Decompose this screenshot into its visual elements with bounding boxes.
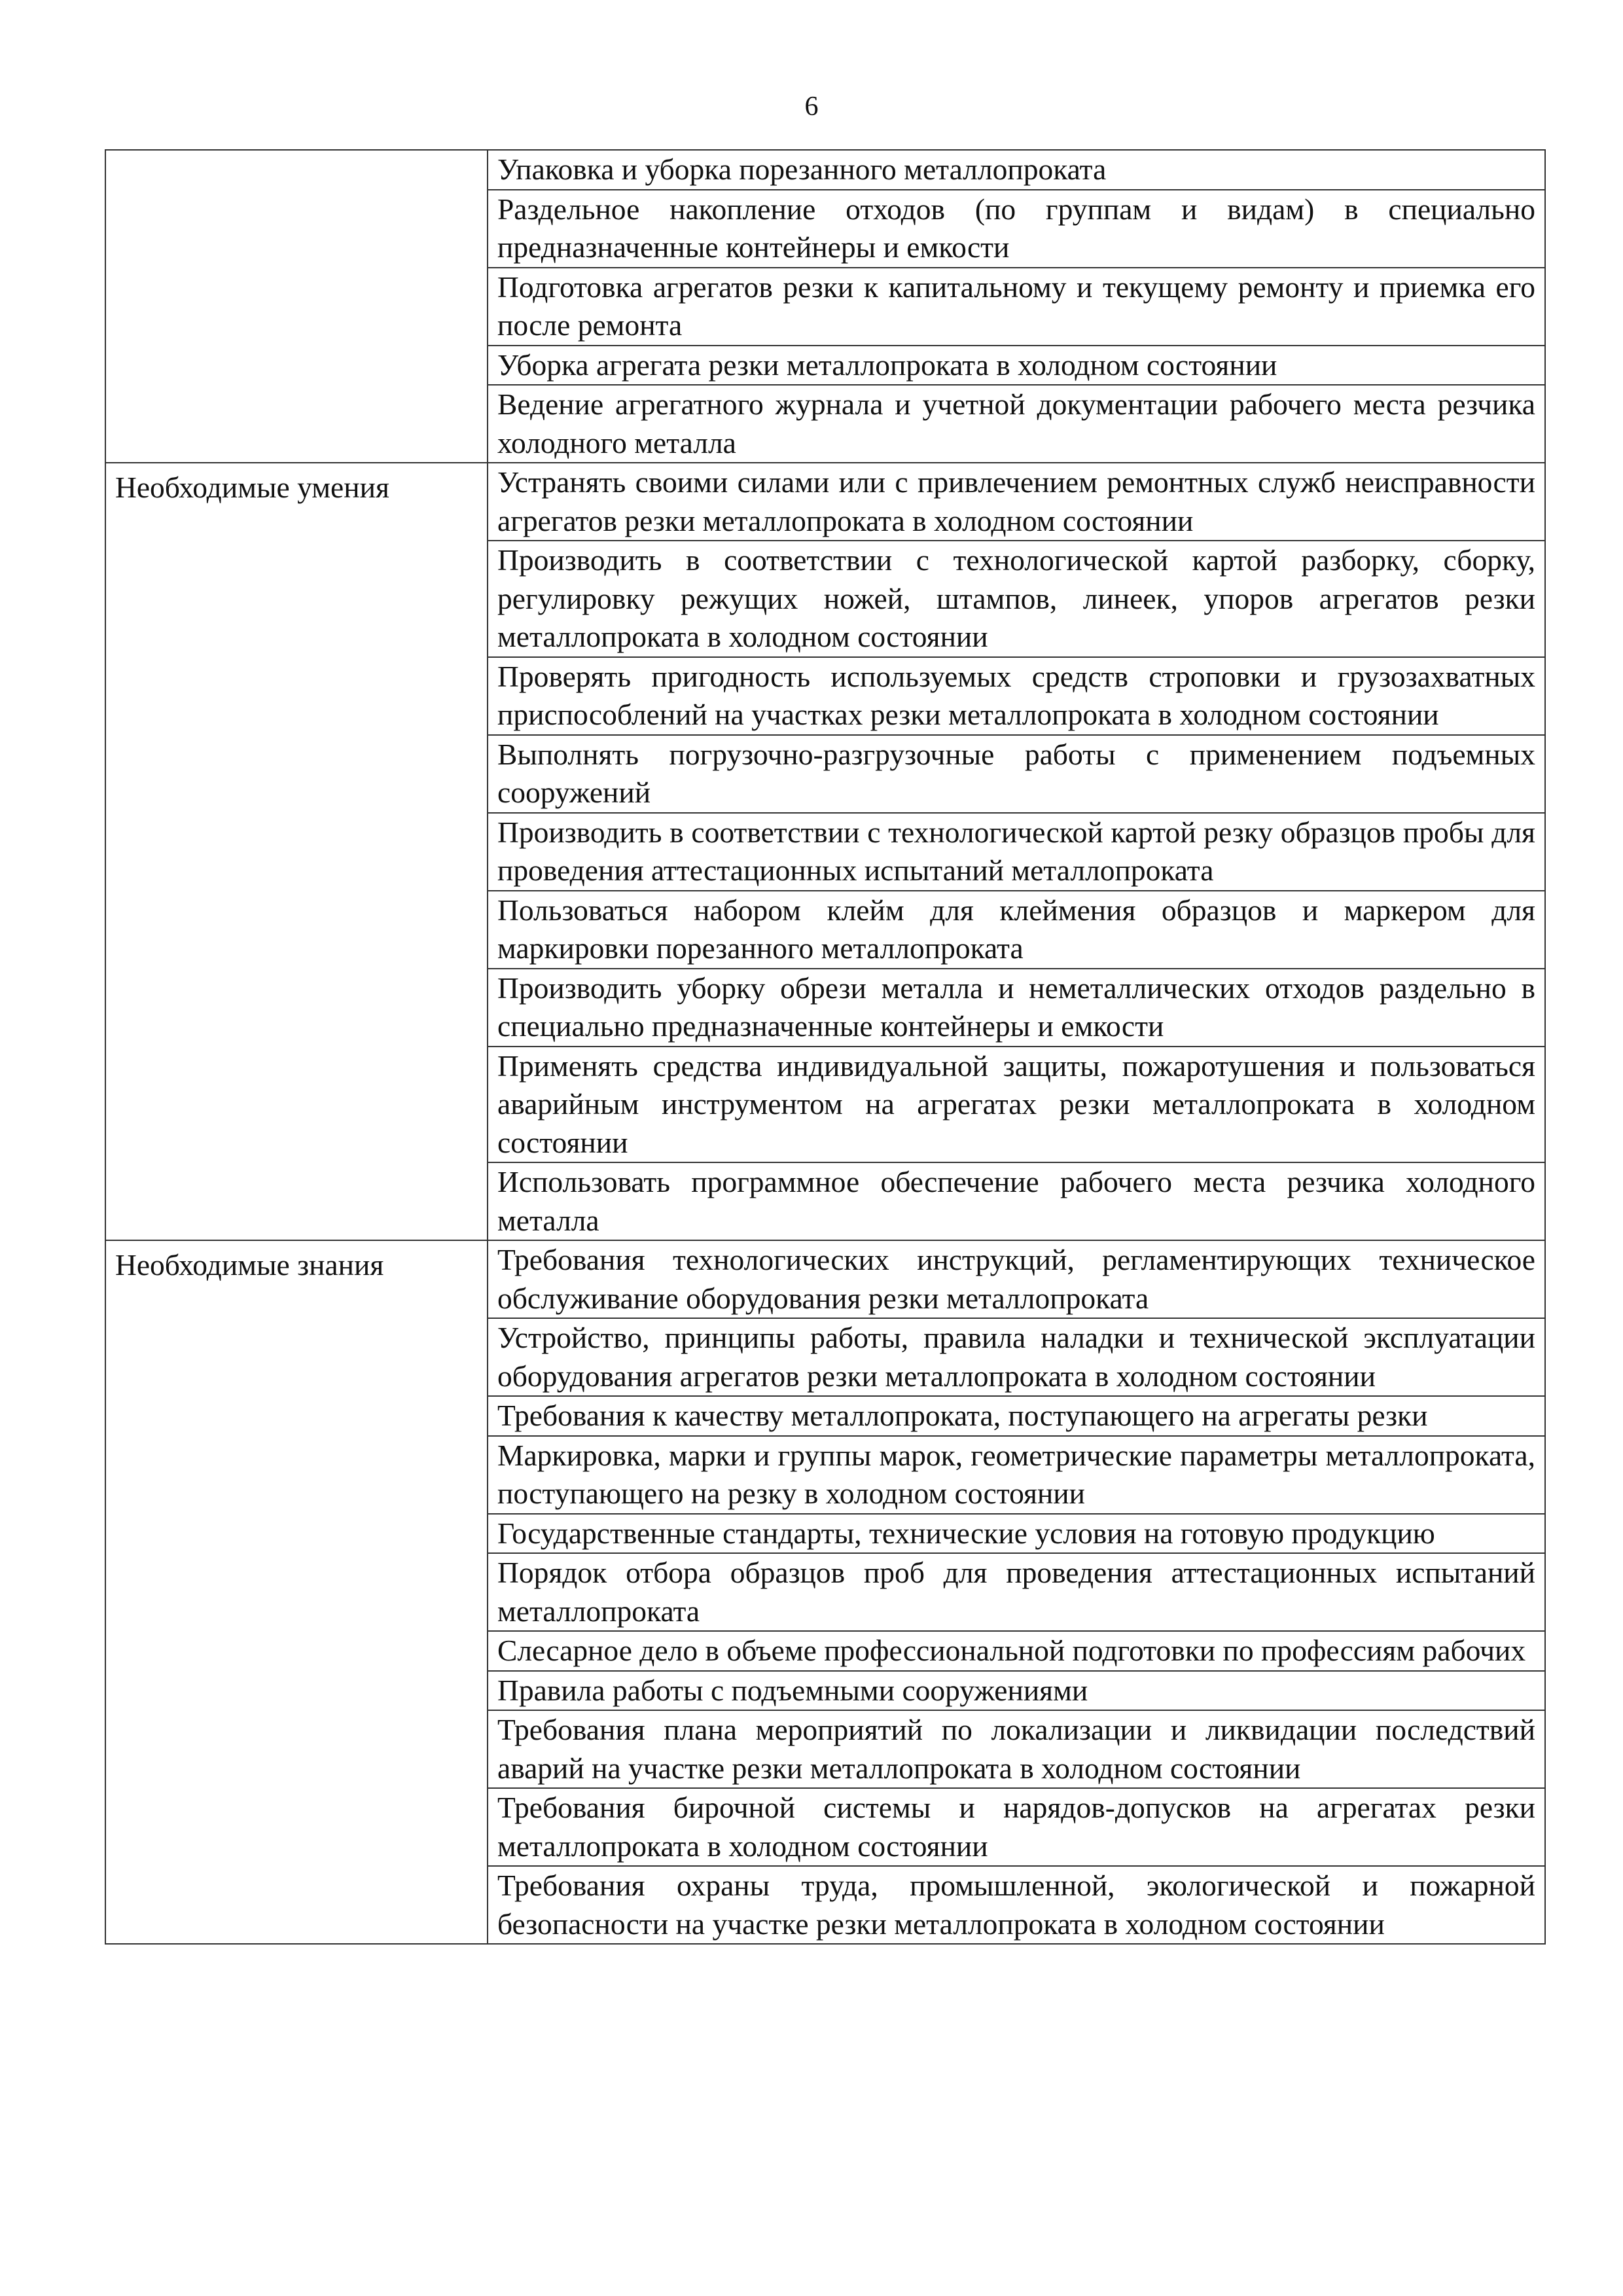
requirement-item: Ведение агрегатного журнала и учетной документации рабочего места резчика холодного металла	[488, 384, 1544, 462]
requirement-item: Упаковка и уборка порезанного металлопроката	[497, 152, 1107, 186]
requirement-item: Уборка агрегата резки металлопроката в холодном состоянии	[488, 345, 1544, 385]
section-label: Необходимые знания	[105, 1240, 488, 1944]
requirement-item: Требования плана мероприятий по локализации и ликвидации последствий аварий на участке резки металлопроката в холодном состоянии	[488, 1710, 1544, 1787]
section-items	[488, 150, 1545, 463]
section-row	[105, 463, 1545, 1240]
section-row	[105, 1240, 1545, 1944]
requirement-item: Требования технологических инструкций, регламентирующих техническое обслуживание оборудования резки металлопроката	[497, 1243, 1535, 1315]
requirement-item: Использовать программное обеспечение рабочего места резчика холодного металла	[488, 1162, 1544, 1240]
requirement-item: Производить уборку обрези металла и неметаллических отходов раздельно в специально предназначенные контейнеры и емкости	[488, 968, 1544, 1046]
requirement-item: Устройство, принципы работы, правила наладки и технической эксплуатации оборудования агрегатов резки металлопроката в холодном состоянии	[488, 1318, 1544, 1395]
section-items	[488, 1240, 1545, 1944]
requirement-item: Государственные стандарты, технические условия на готовую продукцию	[488, 1513, 1544, 1553]
requirement-item: Требования охраны труда, промышленной, экологической и пожарной безопасности на участке резки металлопроката в холодном состоянии	[488, 1865, 1544, 1943]
page-number: 6	[804, 92, 819, 122]
requirement-item: Правила работы с подъемными сооружениями	[488, 1670, 1544, 1710]
requirement-item: Проверять пригодность используемых средств строповки и грузозахватных приспособлений на участках резки металлопроката в холодном состоянии	[488, 656, 1544, 734]
requirement-item: Производить в соответствии с технологической картой разборку, сборку, регулировку режущих ножей, штампов, линеек, упоров агрегатов резки металлопроката в холодном состоянии	[488, 540, 1544, 656]
requirement-item: Порядок отбора образцов проб для проведения аттестационных испытаний металлопроката	[488, 1552, 1544, 1630]
table-body	[105, 150, 1545, 1944]
requirement-item: Слесарное дело в объеме профессиональной подготовки по профессиям рабочих	[488, 1630, 1544, 1670]
requirement-item: Требования к качеству металлопроката, поступающего на агрегаты резки	[488, 1395, 1544, 1435]
requirement-item: Требования бирочной системы и нарядов-допусков на агрегатах резки металлопроката в холодном состоянии	[488, 1787, 1544, 1865]
requirement-item: Выполнять погрузочно-разгрузочные работы с применением подъемных сооружений	[488, 734, 1544, 812]
requirement-item: Производить в соответствии с технологической картой резку образцов пробы для проведения аттестационных испытаний металлопроката	[488, 812, 1544, 890]
section-items	[488, 463, 1545, 1240]
requirement-item: Применять средства индивидуальной защиты, пожаротушения и пользоваться аварийным инструментом на агрегатах резки металлопроката в холодном состоянии	[488, 1046, 1544, 1162]
requirement-item: Маркировка, марки и группы марок, геометрические параметры металлопроката, поступающего на резку в холодном состоянии	[488, 1435, 1544, 1513]
requirement-item: Раздельное накопление отходов (по группам и видам) в специально предназначенные контейнеры и емкости	[488, 189, 1544, 267]
section-label: Необходимые умения	[105, 463, 488, 1240]
requirement-item: Пользоваться набором клейм для клеймения образцов и маркером для маркировки порезанного металлопроката	[488, 890, 1544, 968]
requirement-item: Подготовка агрегатов резки к капитальному и текущему ремонту и приемка его после ремонта	[488, 267, 1544, 345]
requirement-item: Устранять своими силами или с привлечением ремонтных служб неисправности агрегатов резки металлопроката в холодном состоянии	[497, 465, 1535, 537]
competency-table	[105, 149, 1546, 1945]
section-row	[105, 150, 1545, 463]
section-label	[105, 150, 488, 463]
